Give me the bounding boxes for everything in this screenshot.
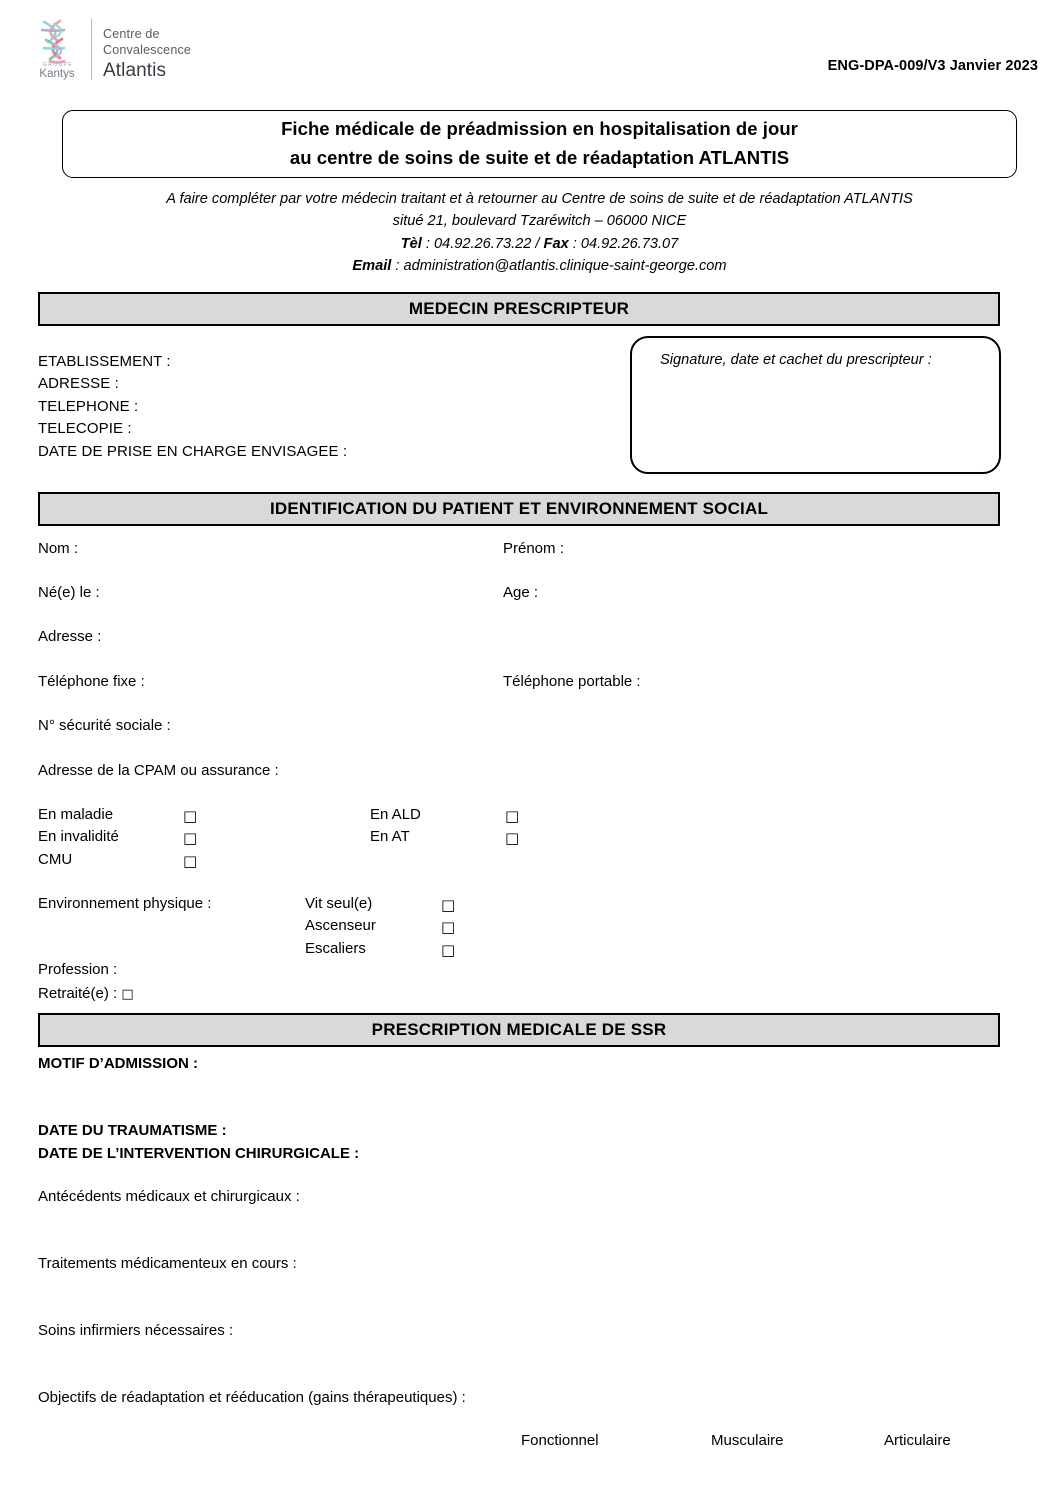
section-header-identification-label: IDENTIFICATION DU PATIENT ET ENVIRONNEMENT SOCIAL	[269, 499, 769, 518]
field-antecedents: Antécédents médicaux et chirurgicaux :	[38, 1188, 300, 1205]
logo-name-line3: Atlantis	[103, 60, 167, 81]
label-en-maladie: En maladie	[38, 806, 114, 823]
field-adresse-prescripteur: ADRESSE :	[38, 375, 119, 392]
intro-line1: A faire compléter par votre médecin traitant et à retourner au Centre de soins de suite et de réadaptation ATLANTIS	[166, 191, 913, 207]
checkbox-ascenseur[interactable]: □	[441, 918, 456, 936]
field-age: Age :	[503, 584, 539, 601]
field-numero-securite-sociale: N° sécurité sociale :	[38, 717, 171, 734]
column-musculaire: Musculaire	[711, 1432, 784, 1449]
field-motif-admission: MOTIF D’ADMISSION :	[38, 1055, 198, 1072]
checkbox-retraite[interactable]: □	[121, 987, 134, 1002]
section-header-prescripteur	[38, 292, 1000, 326]
label-en-at: En AT	[370, 828, 410, 845]
field-date-naissance: Né(e) le :	[38, 584, 100, 601]
fax-label: Fax	[543, 235, 569, 252]
logo-divider	[91, 18, 92, 80]
field-date-prise-en-charge: DATE DE PRISE EN CHARGE ENVISAGEE :	[38, 443, 348, 460]
letterhead	[30, 18, 191, 83]
label-cmu: CMU	[38, 851, 73, 868]
column-fonctionnel: Fonctionnel	[521, 1432, 599, 1449]
logo-name-line2: Convalescence	[103, 43, 192, 57]
checkbox-en-invalidite[interactable]: □	[183, 829, 198, 847]
field-telephone-portable: Téléphone portable :	[503, 673, 641, 690]
field-nom: Nom :	[38, 540, 79, 557]
logo-groupe-label: GROUPE	[42, 62, 74, 68]
dna-helix-logo-icon	[30, 18, 82, 80]
checkbox-en-ald[interactable]: □	[505, 807, 520, 825]
document-title-box	[62, 110, 1017, 178]
label-environnement-physique: Environnement physique :	[38, 895, 212, 912]
intro-block	[62, 188, 1017, 277]
field-date-intervention: DATE DE L’INTERVENTION CHIRURGICALE :	[38, 1145, 360, 1162]
field-telephone-prescripteur: TELEPHONE :	[38, 398, 139, 415]
field-telephone-fixe: Téléphone fixe :	[38, 673, 145, 690]
field-profession: Profession :	[38, 961, 118, 978]
document-reference: ENG-DPA-009/V3 Janvier 2023	[827, 58, 1038, 74]
tel-label: Tèl	[400, 235, 422, 252]
page-title-line1: Fiche médicale de préadmission en hospitalisation de jour	[281, 118, 798, 140]
field-objectifs: Objectifs de réadaptation et rééducation (gains thérapeutiques) :	[38, 1389, 466, 1406]
page-title-line2: au centre de soins de suite et de réadaptation ATLANTIS	[289, 147, 790, 168]
section-header-prescription-label: PRESCRIPTION MEDICALE DE SSR	[371, 1020, 667, 1039]
field-etablissement: ETABLISSEMENT :	[38, 353, 171, 370]
label-ascenseur: Ascenseur	[305, 917, 376, 934]
label-vit-seul: Vit seul(e)	[305, 895, 373, 912]
fax-value: : 04.92.26.73.07	[572, 235, 679, 252]
checkbox-vit-seul[interactable]: □	[441, 896, 456, 914]
field-date-traumatisme: DATE DU TRAUMATISME :	[38, 1122, 227, 1139]
email-value: : administration@atlantis.clinique-saint-george.com	[395, 257, 727, 274]
logo-wordmark	[103, 18, 191, 83]
column-articulaire: Articulaire	[884, 1432, 951, 1449]
section-header-prescription	[38, 1013, 1000, 1047]
field-adresse-patient: Adresse :	[38, 628, 102, 645]
logo-name-line1: Centre de	[103, 27, 160, 41]
field-adresse-cpam: Adresse de la CPAM ou assurance :	[38, 762, 279, 779]
field-prenom: Prénom :	[503, 540, 564, 557]
checkbox-escaliers[interactable]: □	[441, 941, 456, 959]
intro-phone-line	[62, 233, 1017, 255]
checkbox-cmu[interactable]: □	[183, 852, 198, 870]
section-header-prescripteur-label: MEDECIN PRESCRIPTEUR	[408, 299, 630, 318]
signature-box[interactable]	[630, 336, 1001, 474]
section-header-identification	[38, 492, 1000, 526]
label-en-ald: En ALD	[370, 806, 421, 823]
logo-kantys-label: Kantys	[39, 68, 75, 80]
checkbox-en-maladie[interactable]: □	[183, 807, 198, 825]
retraite-text: Retraité(e) :	[38, 985, 118, 1002]
field-telecopie: TELECOPIE :	[38, 420, 132, 437]
signature-box-label: Signature, date et cachet du prescripteur :	[660, 352, 932, 368]
label-escaliers: Escaliers	[305, 940, 366, 957]
intro-line2: situé 21, boulevard Tzaréwitch – 06000 NICE	[392, 213, 687, 230]
intro-email-line	[62, 255, 1017, 277]
label-retraite	[38, 985, 134, 1003]
label-en-invalidite: En invalidité	[38, 828, 119, 845]
email-label: Email	[352, 257, 392, 274]
checkbox-en-at[interactable]: □	[505, 829, 520, 847]
field-soins-infirmiers: Soins infirmiers nécessaires :	[38, 1322, 234, 1339]
tel-value: : 04.92.26.73.22 /	[425, 235, 540, 252]
field-traitements: Traitements médicamenteux en cours :	[38, 1255, 297, 1272]
